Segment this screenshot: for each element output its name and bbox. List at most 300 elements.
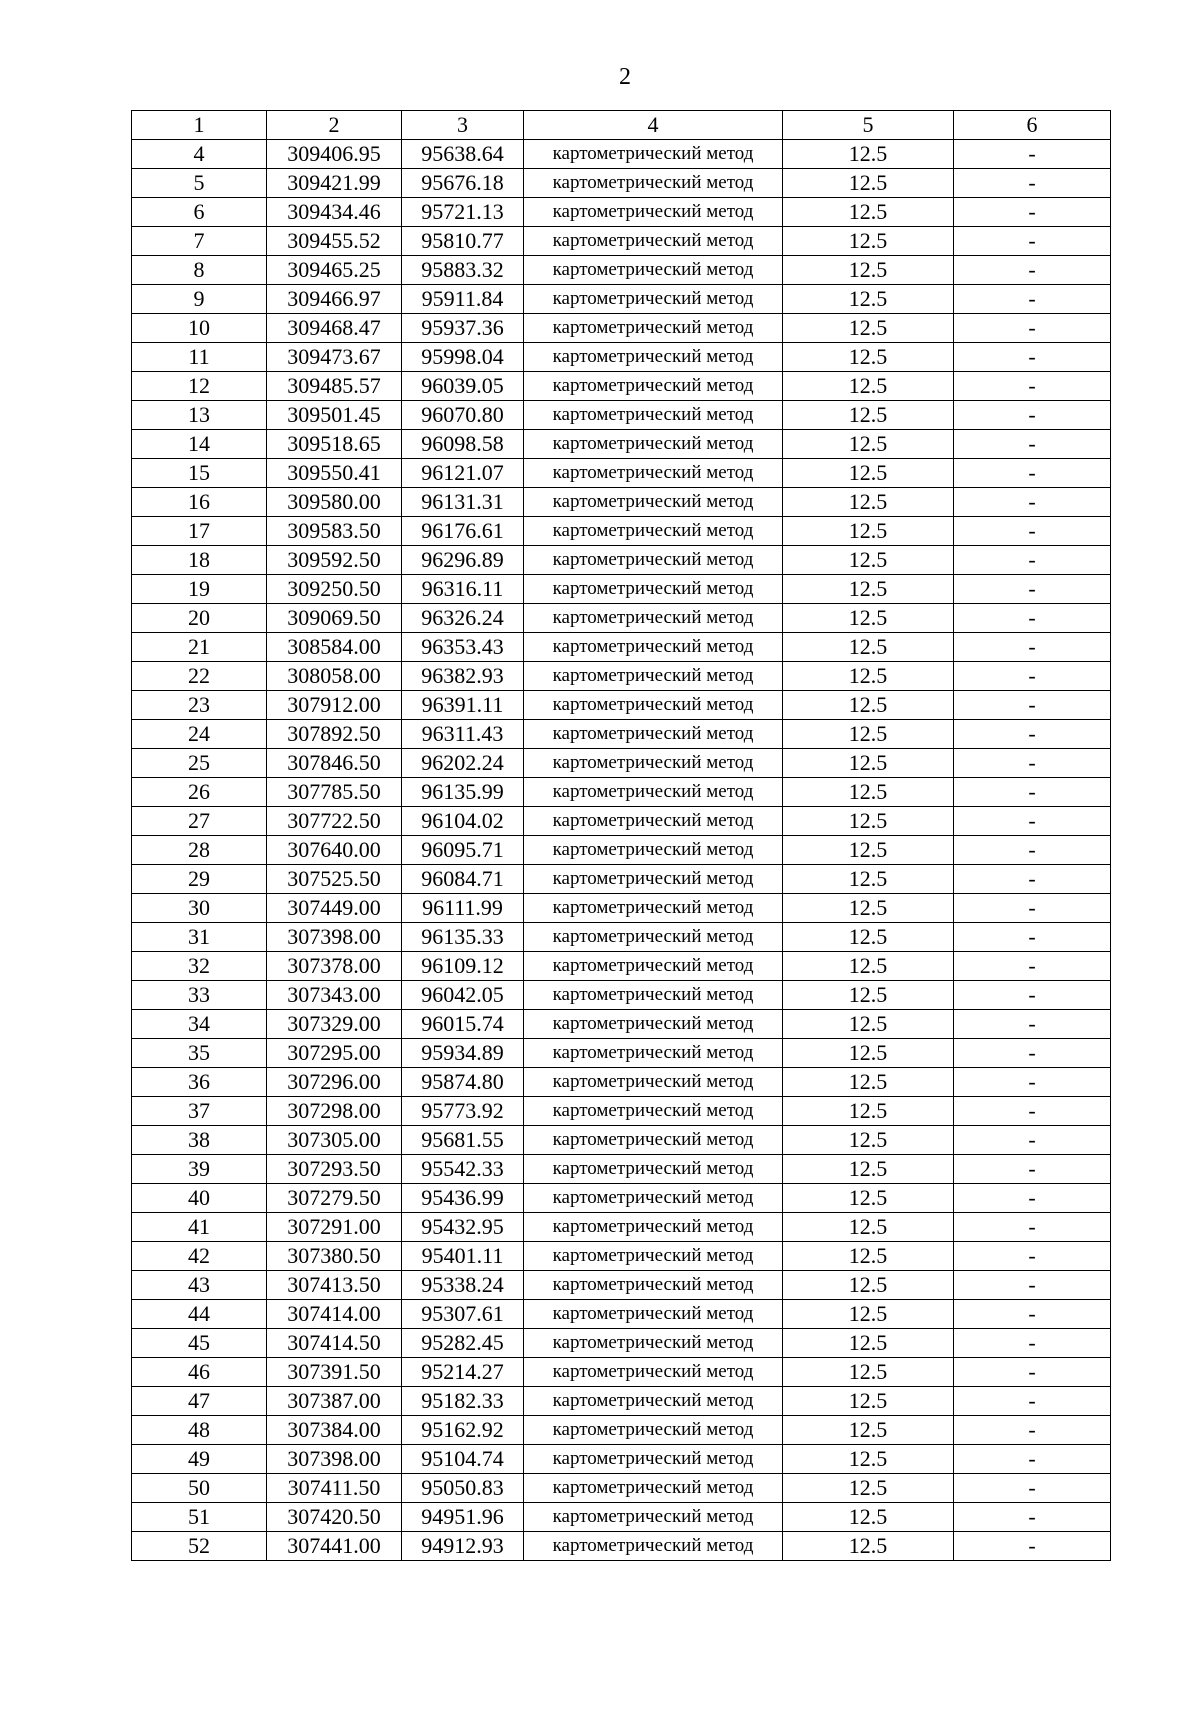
x-coordinate-cell: 309250.50	[267, 575, 402, 604]
table-row	[132, 256, 1111, 285]
note-cell: -	[954, 198, 1111, 227]
point-number-cell: 46	[132, 1358, 267, 1387]
x-coordinate-cell: 307398.00	[267, 1445, 402, 1474]
accuracy-cell: 12.5	[783, 1155, 954, 1184]
y-coordinate-cell: 95104.74	[402, 1445, 524, 1474]
y-coordinate-cell: 96070.80	[402, 401, 524, 430]
point-number-cell: 21	[132, 633, 267, 662]
accuracy-cell: 12.5	[783, 517, 954, 546]
x-coordinate-cell: 307413.50	[267, 1271, 402, 1300]
accuracy-cell: 12.5	[783, 430, 954, 459]
y-coordinate-cell: 96311.43	[402, 720, 524, 749]
y-coordinate-cell: 95162.92	[402, 1416, 524, 1445]
note-cell: -	[954, 1213, 1111, 1242]
x-coordinate-cell: 307279.50	[267, 1184, 402, 1213]
note-cell: -	[954, 1126, 1111, 1155]
accuracy-cell: 12.5	[783, 488, 954, 517]
point-number-cell: 42	[132, 1242, 267, 1271]
y-coordinate-cell: 96084.71	[402, 865, 524, 894]
y-coordinate-cell: 95810.77	[402, 227, 524, 256]
column-header-3: 3	[402, 111, 524, 140]
point-number-cell: 32	[132, 952, 267, 981]
table-row	[132, 778, 1111, 807]
point-number-cell: 35	[132, 1039, 267, 1068]
y-coordinate-cell: 96111.99	[402, 894, 524, 923]
point-number-cell: 48	[132, 1416, 267, 1445]
table-row	[132, 314, 1111, 343]
accuracy-cell: 12.5	[783, 198, 954, 227]
accuracy-cell: 12.5	[783, 1387, 954, 1416]
table-row	[132, 575, 1111, 604]
method-cell: картометрический метод	[524, 836, 783, 865]
x-coordinate-cell: 307291.00	[267, 1213, 402, 1242]
column-header-2: 2	[267, 111, 402, 140]
point-number-cell: 27	[132, 807, 267, 836]
accuracy-cell: 12.5	[783, 691, 954, 720]
y-coordinate-cell: 95401.11	[402, 1242, 524, 1271]
note-cell: -	[954, 1068, 1111, 1097]
y-coordinate-cell: 95911.84	[402, 285, 524, 314]
x-coordinate-cell: 308584.00	[267, 633, 402, 662]
accuracy-cell: 12.5	[783, 343, 954, 372]
method-cell: картометрический метод	[524, 1126, 783, 1155]
x-coordinate-cell: 309501.45	[267, 401, 402, 430]
note-cell: -	[954, 285, 1111, 314]
method-cell: картометрический метод	[524, 1155, 783, 1184]
x-coordinate-cell: 307449.00	[267, 894, 402, 923]
accuracy-cell: 12.5	[783, 140, 954, 169]
note-cell: -	[954, 778, 1111, 807]
point-number-cell: 25	[132, 749, 267, 778]
point-number-cell: 41	[132, 1213, 267, 1242]
note-cell: -	[954, 662, 1111, 691]
table-row	[132, 1416, 1111, 1445]
column-header-4: 4	[524, 111, 783, 140]
note-cell: -	[954, 981, 1111, 1010]
accuracy-cell: 12.5	[783, 1300, 954, 1329]
method-cell: картометрический метод	[524, 517, 783, 546]
accuracy-cell: 12.5	[783, 1532, 954, 1561]
y-coordinate-cell: 96202.24	[402, 749, 524, 778]
point-number-cell: 17	[132, 517, 267, 546]
accuracy-cell: 12.5	[783, 720, 954, 749]
point-number-cell: 18	[132, 546, 267, 575]
note-cell: -	[954, 633, 1111, 662]
accuracy-cell: 12.5	[783, 372, 954, 401]
y-coordinate-cell: 96042.05	[402, 981, 524, 1010]
note-cell: -	[954, 691, 1111, 720]
table-row	[132, 1039, 1111, 1068]
y-coordinate-cell: 96326.24	[402, 604, 524, 633]
note-cell: -	[954, 517, 1111, 546]
point-number-cell: 43	[132, 1271, 267, 1300]
point-number-cell: 20	[132, 604, 267, 633]
y-coordinate-cell: 95432.95	[402, 1213, 524, 1242]
table-row	[132, 1242, 1111, 1271]
accuracy-cell: 12.5	[783, 1329, 954, 1358]
header-row	[132, 111, 1111, 140]
point-number-cell: 31	[132, 923, 267, 952]
note-cell: -	[954, 140, 1111, 169]
y-coordinate-cell: 96104.02	[402, 807, 524, 836]
accuracy-cell: 12.5	[783, 865, 954, 894]
y-coordinate-cell: 95874.80	[402, 1068, 524, 1097]
accuracy-cell: 12.5	[783, 894, 954, 923]
table-row	[132, 1358, 1111, 1387]
accuracy-cell: 12.5	[783, 575, 954, 604]
accuracy-cell: 12.5	[783, 1358, 954, 1387]
accuracy-cell: 12.5	[783, 604, 954, 633]
point-number-cell: 9	[132, 285, 267, 314]
point-number-cell: 52	[132, 1532, 267, 1561]
table-row	[132, 923, 1111, 952]
point-number-cell: 7	[132, 227, 267, 256]
y-coordinate-cell: 95050.83	[402, 1474, 524, 1503]
method-cell: картометрический метод	[524, 749, 783, 778]
x-coordinate-cell: 309468.47	[267, 314, 402, 343]
x-coordinate-cell: 307380.50	[267, 1242, 402, 1271]
table-row	[132, 604, 1111, 633]
y-coordinate-cell: 95883.32	[402, 256, 524, 285]
note-cell: -	[954, 430, 1111, 459]
table-body	[132, 140, 1111, 1561]
y-coordinate-cell: 96296.89	[402, 546, 524, 575]
x-coordinate-cell: 309069.50	[267, 604, 402, 633]
method-cell: картометрический метод	[524, 1474, 783, 1503]
method-cell: картометрический метод	[524, 720, 783, 749]
note-cell: -	[954, 604, 1111, 633]
accuracy-cell: 12.5	[783, 401, 954, 430]
accuracy-cell: 12.5	[783, 1416, 954, 1445]
accuracy-cell: 12.5	[783, 1010, 954, 1039]
method-cell: картометрический метод	[524, 1445, 783, 1474]
x-coordinate-cell: 307912.00	[267, 691, 402, 720]
point-number-cell: 11	[132, 343, 267, 372]
y-coordinate-cell: 96382.93	[402, 662, 524, 691]
note-cell: -	[954, 1416, 1111, 1445]
note-cell: -	[954, 546, 1111, 575]
method-cell: картометрический метод	[524, 662, 783, 691]
table-row	[132, 981, 1111, 1010]
method-cell: картометрический метод	[524, 1068, 783, 1097]
note-cell: -	[954, 1532, 1111, 1561]
y-coordinate-cell: 96176.61	[402, 517, 524, 546]
point-number-cell: 36	[132, 1068, 267, 1097]
point-number-cell: 19	[132, 575, 267, 604]
point-number-cell: 33	[132, 981, 267, 1010]
method-cell: картометрический метод	[524, 1329, 783, 1358]
table-row	[132, 1155, 1111, 1184]
y-coordinate-cell: 96121.07	[402, 459, 524, 488]
method-cell: картометрический метод	[524, 923, 783, 952]
point-number-cell: 45	[132, 1329, 267, 1358]
method-cell: картометрический метод	[524, 604, 783, 633]
x-coordinate-cell: 309580.00	[267, 488, 402, 517]
point-number-cell: 49	[132, 1445, 267, 1474]
y-coordinate-cell: 95542.33	[402, 1155, 524, 1184]
method-cell: картометрический метод	[524, 1387, 783, 1416]
method-cell: картометрический метод	[524, 1532, 783, 1561]
x-coordinate-cell: 309550.41	[267, 459, 402, 488]
table-row	[132, 633, 1111, 662]
y-coordinate-cell: 95937.36	[402, 314, 524, 343]
y-coordinate-cell: 96039.05	[402, 372, 524, 401]
y-coordinate-cell: 95338.24	[402, 1271, 524, 1300]
x-coordinate-cell: 307846.50	[267, 749, 402, 778]
y-coordinate-cell: 96131.31	[402, 488, 524, 517]
method-cell: картометрический метод	[524, 1039, 783, 1068]
method-cell: картометрический метод	[524, 981, 783, 1010]
point-number-cell: 23	[132, 691, 267, 720]
method-cell: картометрический метод	[524, 227, 783, 256]
method-cell: картометрический метод	[524, 1242, 783, 1271]
accuracy-cell: 12.5	[783, 836, 954, 865]
point-number-cell: 39	[132, 1155, 267, 1184]
accuracy-cell: 12.5	[783, 952, 954, 981]
method-cell: картометрический метод	[524, 1358, 783, 1387]
table-row	[132, 1300, 1111, 1329]
point-number-cell: 30	[132, 894, 267, 923]
note-cell: -	[954, 488, 1111, 517]
x-coordinate-cell: 309485.57	[267, 372, 402, 401]
y-coordinate-cell: 94912.93	[402, 1532, 524, 1561]
table-row	[132, 720, 1111, 749]
y-coordinate-cell: 95721.13	[402, 198, 524, 227]
table-row	[132, 1184, 1111, 1213]
table-row	[132, 1097, 1111, 1126]
x-coordinate-cell: 307525.50	[267, 865, 402, 894]
note-cell: -	[954, 227, 1111, 256]
y-coordinate-cell: 96353.43	[402, 633, 524, 662]
note-cell: -	[954, 1503, 1111, 1532]
point-number-cell: 34	[132, 1010, 267, 1039]
table-row	[132, 1329, 1111, 1358]
method-cell: картометрический метод	[524, 314, 783, 343]
column-header-1: 1	[132, 111, 267, 140]
table-row	[132, 894, 1111, 923]
note-cell: -	[954, 1242, 1111, 1271]
y-coordinate-cell: 95773.92	[402, 1097, 524, 1126]
accuracy-cell: 12.5	[783, 807, 954, 836]
x-coordinate-cell: 307305.00	[267, 1126, 402, 1155]
x-coordinate-cell: 307640.00	[267, 836, 402, 865]
x-coordinate-cell: 309473.67	[267, 343, 402, 372]
note-cell: -	[954, 1271, 1111, 1300]
accuracy-cell: 12.5	[783, 314, 954, 343]
method-cell: картометрический метод	[524, 807, 783, 836]
point-number-cell: 13	[132, 401, 267, 430]
method-cell: картометрический метод	[524, 488, 783, 517]
point-number-cell: 6	[132, 198, 267, 227]
x-coordinate-cell: 307391.50	[267, 1358, 402, 1387]
table-row	[132, 140, 1111, 169]
accuracy-cell: 12.5	[783, 981, 954, 1010]
table-row	[132, 169, 1111, 198]
accuracy-cell: 12.5	[783, 1039, 954, 1068]
method-cell: картометрический метод	[524, 1213, 783, 1242]
method-cell: картометрический метод	[524, 778, 783, 807]
accuracy-cell: 12.5	[783, 923, 954, 952]
y-coordinate-cell: 96015.74	[402, 1010, 524, 1039]
x-coordinate-cell: 307298.00	[267, 1097, 402, 1126]
table-row	[132, 952, 1111, 981]
accuracy-cell: 12.5	[783, 1271, 954, 1300]
table-row	[132, 1387, 1111, 1416]
method-cell: картометрический метод	[524, 401, 783, 430]
point-number-cell: 10	[132, 314, 267, 343]
x-coordinate-cell: 309434.46	[267, 198, 402, 227]
accuracy-cell: 12.5	[783, 633, 954, 662]
note-cell: -	[954, 1097, 1111, 1126]
table-row	[132, 1532, 1111, 1561]
x-coordinate-cell: 307343.00	[267, 981, 402, 1010]
method-cell: картометрический метод	[524, 1503, 783, 1532]
accuracy-cell: 12.5	[783, 459, 954, 488]
table-row	[132, 1213, 1111, 1242]
table-row	[132, 430, 1111, 459]
x-coordinate-cell: 307441.00	[267, 1532, 402, 1561]
y-coordinate-cell: 95214.27	[402, 1358, 524, 1387]
table-row	[132, 372, 1111, 401]
method-cell: картометрический метод	[524, 952, 783, 981]
y-coordinate-cell: 95638.64	[402, 140, 524, 169]
column-header-5: 5	[783, 111, 954, 140]
method-cell: картометрический метод	[524, 1271, 783, 1300]
y-coordinate-cell: 94951.96	[402, 1503, 524, 1532]
x-coordinate-cell: 307329.00	[267, 1010, 402, 1039]
table-row	[132, 662, 1111, 691]
point-number-cell: 22	[132, 662, 267, 691]
y-coordinate-cell: 95436.99	[402, 1184, 524, 1213]
x-coordinate-cell: 308058.00	[267, 662, 402, 691]
method-cell: картометрический метод	[524, 1184, 783, 1213]
x-coordinate-cell: 307293.50	[267, 1155, 402, 1184]
x-coordinate-cell: 307387.00	[267, 1387, 402, 1416]
column-header-6: 6	[954, 111, 1111, 140]
note-cell: -	[954, 894, 1111, 923]
method-cell: картометрический метод	[524, 430, 783, 459]
x-coordinate-cell: 307398.00	[267, 923, 402, 952]
accuracy-cell: 12.5	[783, 169, 954, 198]
point-number-cell: 47	[132, 1387, 267, 1416]
y-coordinate-cell: 96316.11	[402, 575, 524, 604]
table-row	[132, 807, 1111, 836]
table-row	[132, 1503, 1111, 1532]
x-coordinate-cell: 307892.50	[267, 720, 402, 749]
y-coordinate-cell: 96109.12	[402, 952, 524, 981]
method-cell: картометрический метод	[524, 1097, 783, 1126]
table-row	[132, 865, 1111, 894]
point-number-cell: 37	[132, 1097, 267, 1126]
accuracy-cell: 12.5	[783, 227, 954, 256]
coordinates-table	[131, 110, 1111, 1561]
method-cell: картометрический метод	[524, 1010, 783, 1039]
note-cell: -	[954, 401, 1111, 430]
point-number-cell: 4	[132, 140, 267, 169]
x-coordinate-cell: 309518.65	[267, 430, 402, 459]
method-cell: картометрический метод	[524, 140, 783, 169]
point-number-cell: 14	[132, 430, 267, 459]
table-row	[132, 1068, 1111, 1097]
note-cell: -	[954, 169, 1111, 198]
accuracy-cell: 12.5	[783, 1503, 954, 1532]
table-row	[132, 488, 1111, 517]
x-coordinate-cell: 309406.95	[267, 140, 402, 169]
note-cell: -	[954, 459, 1111, 488]
note-cell: -	[954, 952, 1111, 981]
x-coordinate-cell: 307414.50	[267, 1329, 402, 1358]
method-cell: картометрический метод	[524, 372, 783, 401]
table-row	[132, 1010, 1111, 1039]
table-row	[132, 401, 1111, 430]
point-number-cell: 5	[132, 169, 267, 198]
x-coordinate-cell: 309455.52	[267, 227, 402, 256]
x-coordinate-cell: 307420.50	[267, 1503, 402, 1532]
y-coordinate-cell: 95676.18	[402, 169, 524, 198]
x-coordinate-cell: 307378.00	[267, 952, 402, 981]
table-header	[132, 111, 1111, 140]
accuracy-cell: 12.5	[783, 1184, 954, 1213]
point-number-cell: 29	[132, 865, 267, 894]
method-cell: картометрический метод	[524, 575, 783, 604]
table-row	[132, 227, 1111, 256]
y-coordinate-cell: 96135.33	[402, 923, 524, 952]
point-number-cell: 26	[132, 778, 267, 807]
point-number-cell: 50	[132, 1474, 267, 1503]
accuracy-cell: 12.5	[783, 1213, 954, 1242]
point-number-cell: 28	[132, 836, 267, 865]
table-row	[132, 1271, 1111, 1300]
method-cell: картометрический метод	[524, 1416, 783, 1445]
x-coordinate-cell: 307296.00	[267, 1068, 402, 1097]
accuracy-cell: 12.5	[783, 1126, 954, 1155]
table-row	[132, 1126, 1111, 1155]
note-cell: -	[954, 256, 1111, 285]
note-cell: -	[954, 1387, 1111, 1416]
y-coordinate-cell: 95307.61	[402, 1300, 524, 1329]
method-cell: картометрический метод	[524, 865, 783, 894]
table-row	[132, 285, 1111, 314]
point-number-cell: 40	[132, 1184, 267, 1213]
note-cell: -	[954, 1039, 1111, 1068]
method-cell: картометрический метод	[524, 285, 783, 314]
note-cell: -	[954, 314, 1111, 343]
accuracy-cell: 12.5	[783, 546, 954, 575]
x-coordinate-cell: 309583.50	[267, 517, 402, 546]
table-row	[132, 836, 1111, 865]
y-coordinate-cell: 95282.45	[402, 1329, 524, 1358]
accuracy-cell: 12.5	[783, 662, 954, 691]
note-cell: -	[954, 1474, 1111, 1503]
method-cell: картометрический метод	[524, 691, 783, 720]
x-coordinate-cell: 309465.25	[267, 256, 402, 285]
point-number-cell: 8	[132, 256, 267, 285]
x-coordinate-cell: 307785.50	[267, 778, 402, 807]
table-row	[132, 343, 1111, 372]
method-cell: картометрический метод	[524, 1300, 783, 1329]
table-row	[132, 691, 1111, 720]
accuracy-cell: 12.5	[783, 256, 954, 285]
y-coordinate-cell: 96095.71	[402, 836, 524, 865]
x-coordinate-cell: 307384.00	[267, 1416, 402, 1445]
note-cell: -	[954, 1358, 1111, 1387]
note-cell: -	[954, 865, 1111, 894]
accuracy-cell: 12.5	[783, 1474, 954, 1503]
x-coordinate-cell: 307295.00	[267, 1039, 402, 1068]
point-number-cell: 44	[132, 1300, 267, 1329]
note-cell: -	[954, 372, 1111, 401]
table-row	[132, 459, 1111, 488]
